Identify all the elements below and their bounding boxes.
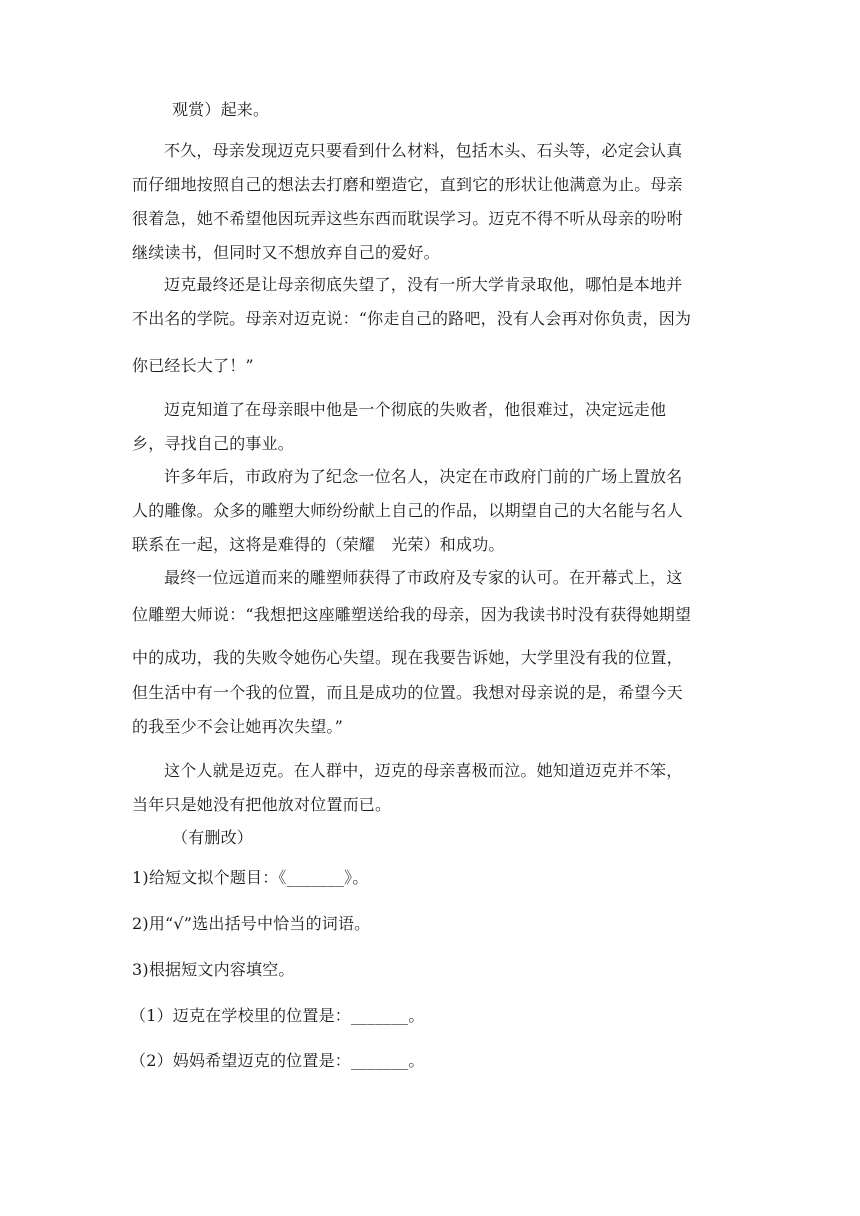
passage-line: 迈克知道了在母亲眼中他是一个彻底的失败者，他很难过，决定远走他 xyxy=(164,400,667,419)
question-3-2: （2）妈妈希望迈克的位置是：_______。 xyxy=(130,1051,425,1070)
question-3: 3)根据短文内容填空。 xyxy=(132,960,295,979)
passage-line: 继续读书，但同时又不想放弃自己的爱好。 xyxy=(132,243,440,262)
passage-line: 位雕塑大师说：“我想把这座雕塑送给我的母亲，因为我读书时没有获得她期望 xyxy=(132,605,692,624)
passage-line: 最终一位远道而来的雕塑师获得了市政府及专家的认可。在开幕式上，这 xyxy=(164,568,683,587)
passage-line: 这个人就是迈克。在人群中，迈克的母亲喜极而泣。她知道迈克并不笨， xyxy=(164,761,683,780)
passage-line: 人的雕像。众多的雕塑大师纷纷献上自己的作品，以期望自己的大名能与名人 xyxy=(132,501,683,520)
question-1: 1)给短文拟个题目：《_______》。 xyxy=(132,868,369,887)
passage-line: 迈克最终还是让母亲彻底失望了，没有一所大学肯录取他，哪怕是本地并 xyxy=(164,275,683,294)
passage-line: 不久，母亲发现迈克只要看到什么材料，包括木头、石头等，必定会认真 xyxy=(164,141,683,160)
passage-line: 当年只是她没有把他放对位置而已。 xyxy=(132,795,392,814)
passage-line: 而仔细地按照自己的想法去打磨和塑造它，直到它的形状让他满意为止。母亲 xyxy=(132,175,683,194)
passage-line: 乡，寻找自己的事业。 xyxy=(132,434,295,453)
passage-line: 但生活中有一个我的位置，而且是成功的位置。我想对母亲说的是，希望今天 xyxy=(132,683,683,702)
passage-line: 的我至少不会让她再次失望。” xyxy=(132,717,343,736)
question-2: 2)用“√”选出括号中恰当的词语。 xyxy=(132,914,371,933)
passage-line: 你已经长大了！” xyxy=(132,356,254,375)
passage-line: 不出名的学院。母亲对迈克说：“你走自己的路吧，没有人会再对你负责，因为 xyxy=(132,309,692,328)
source-note: （有删改） xyxy=(172,828,254,847)
passage-line: 许多年后，市政府为了纪念一位名人，决定在市政府门前的广场上置放名 xyxy=(164,467,683,486)
passage-line: 中的成功，我的失败令她伤心失望。现在我要告诉她，大学里没有我的位置， xyxy=(132,648,683,667)
passage-line: 观赏）起来。 xyxy=(172,100,270,119)
question-3-1: （1）迈克在学校里的位置是：_______。 xyxy=(130,1006,425,1025)
passage-line: 很着急，她不希望他因玩弄这些东西而耽误学习。迈克不得不听从母亲的吩咐 xyxy=(132,209,683,228)
passage-line: 联系在一起，这将是难得的（荣耀 光荣）和成功。 xyxy=(132,535,505,554)
